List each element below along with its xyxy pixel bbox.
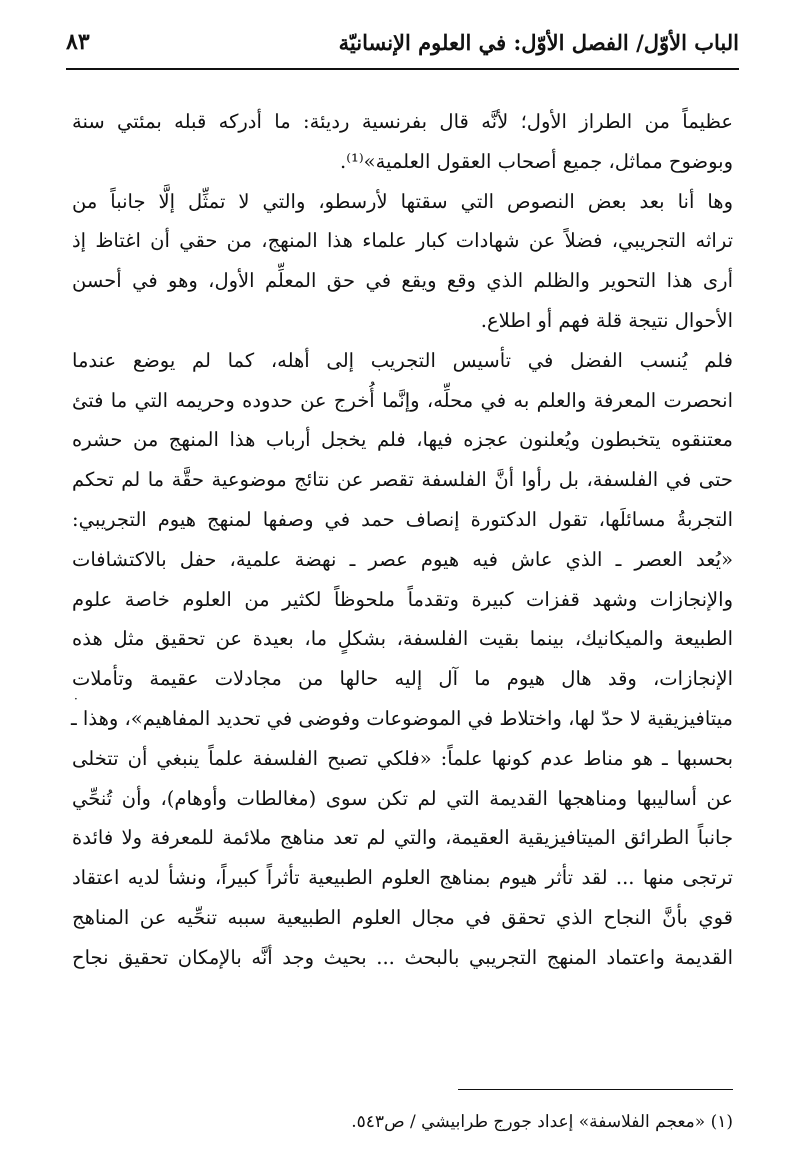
text-line: «يُعد العصر ـ الذي عاش فيه هيوم عصر ـ نهضة علمية، حفل بالاكتشافات [72,547,733,571]
text-line: القديمة واعتماد المنهج التجريبي بالبحث ... بحيث وجد أنَّه بالإمكان تحقيق نجاح [72,945,733,969]
text-line: والإنجازات وشهد قفزات كبيرة وتقدماً ملحوظاً لكثير من العلوم خاصة علوم [72,587,733,611]
text-line: جانباً الطرائق الميتافيزيقية العقيمة، والتي لم تعد مناهج ملائمة للمعرفة ولا فائدة [72,826,733,850]
text-line: بحسبها ـ هو مناط عدم كونها علماً: «فلكي تصبح الفلسفة علماً ينبغي أن تتخلى [72,746,733,770]
text-line: فلم يُنسب الفضل في تأسيس التجريب إلى أهله، كما لم يوضع عندما [72,348,733,372]
text-line: وها أنا بعد بعض النصوص التي سقتها لأرسطو، والتي لا تمثِّل إلَّا جانباً من [72,189,733,213]
text-line: الطبيعة والميكانيك، بينما بقيت الفلسفة، بشكلٍ ما، بعيدة عن تحقيق مثل هذه [72,627,733,651]
text-line: الإنجازات، وقد هال هيوم ما آل إليه حالها من مجادلات عقيمة وتأملات [72,667,733,691]
page-number: ٨٣ [66,29,90,55]
text-line: قوي بأنَّ النجاح الذي تحقق في مجال العلوم الطبيعية سببه تنحِّيه عن المناهج [72,905,733,929]
chapter-title: الباب الأوّل/ الفصل الأوّل: في العلوم الإنسانيّة [338,29,739,55]
text-line: عظيماً من الطراز الأول؛ لأنَّه قال بفرنسية رديئة: ما أدركه قبله بمئتي سنة [72,110,733,133]
text-line: ترتجى منها ... لقد تأثر هيوم بمناهج العلوم الطبيعية تأثراً كبيراً، ونشأ لديه اعتقاد [72,866,733,890]
footnote-divider [458,1089,733,1090]
text-line: التجربةُ مسائلَها، تقول الدكتورة إنصاف حمد في وصفها لمنهج هيوم التجريبي: [72,507,733,531]
body-text [72,102,733,978]
footnote: (١) «معجم الفلاسفة» إعداد جورج طرابيشي / ص٥٤٣. [351,1112,733,1132]
text-line: انحصرت المعرفة والعلم به في محلِّه، وإنَّما أُخرج عن حدوده وحريمه التي ما فتئ [72,388,733,412]
running-header [66,22,739,62]
text-line: معتنقوه يتخبطون ويُعلنون عجزه فيها، فلم يخجل أرباب هذا المنهج من حشره [72,428,733,452]
text-line: أرى هذا التحوير والظلم الذي وقع ويقع في حق المعلِّم الأول، وهو في أحسن [72,269,733,293]
text-line: حتى في الفلسفة، بل رأوا أنَّ الفلسفة تقصر عن نتائج موضوعية حقَّة ما لم تحكم [72,468,733,492]
text-line: وبوضوح مماثل، جميع أصحاب العقول العلمية»⁽¹⁾. [340,149,733,173]
text-line: تراثه التجريبي، فضلاً عن شهادات كبار علماء هذا المنهج، من حقي أن اغتاظ إذ [72,229,733,253]
margin-dot: · [74,692,78,706]
text-line: ميتافيزيقية لا حدّ لها، واختلاط في الموضوعات وفوضى في تحديد المفاهيم»، وهذا ـ [71,706,733,730]
header-divider [66,68,739,70]
text-line: الأحوال نتيجة قلة فهم أو اطلاع. [480,308,733,332]
text-line: عن أساليبها ومناهجها القديمة التي لم تكن سوى (مغالطات وأوهام)، وأن تُنحِّي [72,786,733,810]
